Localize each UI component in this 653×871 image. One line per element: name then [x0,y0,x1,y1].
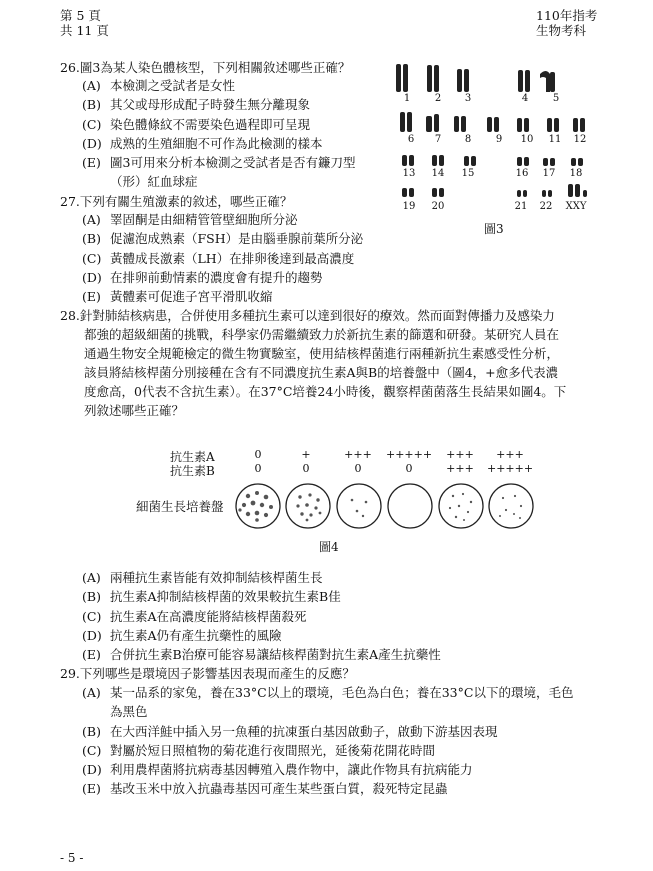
colonies-plate-6 [499,495,522,519]
chrom-label-11: 11 [548,134,562,145]
culture-plates [230,480,540,532]
chromosome-pair-17 [543,158,555,166]
q28-line-5: 度愈高，0代表不含抗生素）。在37°C培養24小時後，觀察桿菌菌落生長結果如圖4。下 [84,384,567,399]
q26-option-b: (B) 其父或母形成配子時發生無分離現象 [82,97,311,113]
q26-option-d: (D) 成熟的生殖細胞不可作為此檢測的樣本 [82,135,323,151]
plate-row-label: 細菌生長培養盤 [136,499,224,514]
chrom-label-17: 17 [542,168,556,179]
question-28-options [82,568,441,664]
chromosome-pair-11 [547,118,559,132]
question-26-options [82,76,355,192]
question-27-stem: 27.下列有關生殖激素的敘述，哪些正確？ [60,194,293,209]
question-28-stem [60,306,640,420]
footer-page-number: - 5 - [60,851,84,865]
antibiotic-a-value: 0 [254,448,262,461]
chrom-label-3: 3 [464,93,472,104]
question-26-stem: 26.圖3為某人染色體核型，下列相關敘述哪些正確？ [60,60,351,75]
culture-plate-6 [489,484,533,528]
antibiotic-b-value: 0 [354,462,362,475]
chrom-label-19: 19 [402,201,416,212]
chrom-label-22: 22 [539,201,553,212]
chrom-label-13: 13 [402,168,416,179]
q28-line-1: 28.針對肺結核病患，合併使用多種抗生素可以達到很好的療效。然而面對傳播力及感染力 [60,308,555,323]
chromosome-pair-14 [432,155,444,166]
chromosome-pair-13 [402,155,414,166]
antibiotic-a-value: + [301,448,311,461]
q28-option-e: (E) 合併抗生素B治療可能容易讓結核桿菌對抗生素A產生抗藥性 [82,647,441,663]
chrom-label-12: 12 [573,134,587,145]
page-number-label: 第 5 頁 [60,8,101,23]
chrom-label-2: 2 [434,93,442,104]
culture-plate-3 [337,484,381,528]
q27-option-d: (D) 在排卵前動情素的濃度會有提升的趨勢 [82,269,323,285]
chrom-label-8: 8 [464,134,472,145]
chrom-label-xxy: XXY [565,201,587,212]
exam-label: 110年指考 [536,8,598,23]
sex-chromosomes-xxy [568,184,587,197]
chrom-label-18: 18 [569,168,583,179]
chromosome-pair-16 [517,157,529,166]
colonies-plate-2 [296,493,321,521]
antibiotic-a-label: 抗生素A [170,450,215,464]
q27-option-b: (B) 促濾泡成熟素（FSH）是由腦垂腺前葉所分泌 [82,231,364,247]
q28-line-6: 列敘述哪些正確？ [84,403,185,418]
q28-option-b: (B) 抗生素A抑制結核桿菌的效果較抗生素B佳 [82,589,341,605]
total-pages-label: 共 11 頁 [60,23,109,38]
chromosome-pair-3 [457,69,469,92]
chromosome-pair-20 [432,188,444,197]
q28-option-d: (D) 抗生素A仍有產生抗藥性的風險 [82,627,282,643]
antibiotic-b-value: 0 [254,462,262,475]
chrom-label-20: 20 [431,201,445,212]
figure-4-caption: 圖4 [319,540,339,554]
colonies-plate-1 [238,491,273,522]
q26-option-c: (C) 染色體條紋不需要染色過程即可呈現 [82,116,311,132]
q26-option-a: (A) 本檢測之受試者是女性 [82,78,236,93]
q29-option-c: (C) 對屬於短日照植物的菊花進行夜間照光，延後菊花開花時間 [82,742,436,758]
antibiotic-b-value: 0 [405,462,413,475]
chromosome-pair-4 [518,70,530,92]
antibiotic-b-value: +++ [446,462,474,475]
culture-plate-4 [388,484,432,528]
q29-option-b: (B) 在大西洋鮭中插入另一魚種的抗凍蛋白基因啟動子，啟動下游基因表現 [82,723,498,739]
q29-option-a-cont: 為黑色 [110,704,148,720]
q28-line-3: 通過生物安全規範檢定的微生物實驗室，使用結核桿菌進行兩種新抗生素感受性分析， [84,346,560,361]
chromosome-pair-8 [454,116,466,132]
antibiotic-b-label: 抗生素B [170,464,215,478]
q28-line-4: 該員將結核桿菌分別接種在含有不同濃度抗生素A與B的培養盤中（圖4，+愈多代表濃 [84,365,559,380]
chrom-label-6: 6 [407,134,415,145]
antibiotic-a-value: +++++ [386,448,433,461]
q26-option-e: (E) 圖3可用來分析本檢測之受試者是否有鐮刀型 [82,155,356,171]
q27-option-e: (E) 黃體素可促進子宮平滑肌收縮 [82,289,273,305]
q27-option-a: (A) 睪固酮是由細精管管壁細胞所分泌 [82,212,298,227]
chromosome-pair-21 [517,190,527,197]
chrom-label-14: 14 [431,168,445,179]
colonies-plate-5 [449,493,472,521]
antibiotic-a-value: +++ [344,448,372,461]
antibiotic-b-value: 0 [302,462,310,475]
q29-option-d: (D) 利用農桿菌將抗病毒基因轉殖入農作物中，讓此作物具有抗病能力 [82,762,473,778]
chrom-label-4: 4 [521,93,529,104]
chrom-label-7: 7 [434,134,442,145]
chromosome-pair-1 [396,64,408,92]
q28-option-c: (C) 抗生素A在高濃度能將結核桿菌殺死 [82,608,307,624]
chromosome-pair-15 [464,156,476,166]
q27-option-c: (C) 黃體成長激素（LH）在排卵後達到最高濃度 [82,250,355,266]
chrom-label-21: 21 [514,201,528,212]
chrom-label-16: 16 [515,168,529,179]
chrom-label-5: 5 [552,93,560,104]
chrom-label-10: 10 [520,134,534,145]
q29-option-a: (A) 某一品系的家兔，養在33°C以上的環境，毛色為白色；養在33°C以下的環境，毛色 [82,685,574,700]
chrom-label-15: 15 [461,168,475,179]
chromosome-pair-18 [571,158,583,166]
chrom-label-1: 1 [403,93,411,104]
antibiotic-a-value: +++ [496,448,524,461]
question-29-options [82,683,573,799]
chrom-label-9: 9 [495,134,503,145]
chromosome-pair-9 [487,117,499,132]
colonies-plate-3 [351,499,368,518]
chromosome-pair-12 [573,118,585,132]
antibiotic-b-value: +++++ [487,462,534,475]
question-27-options [82,210,363,306]
chromosome-pair-6 [400,112,412,132]
antibiotic-a-value: +++ [446,448,474,461]
q29-option-e: (E) 基改玉米中放入抗蟲毒基因可產生某些蛋白質，殺死特定昆蟲 [82,781,448,797]
chromosome-pair-2 [427,65,439,92]
figure-3-caption: 圖3 [484,222,504,236]
culture-plate-5 [439,484,483,528]
subject-label: 生物考科 [536,23,587,38]
q26-option-e-cont: （形）紅血球症 [110,174,198,190]
chromosome-pair-5 [540,71,555,92]
question-29-stem: 29.下列哪些是環境因子影響基因表現而產生的反應？ [60,666,355,681]
chromosome-pair-7 [426,114,439,132]
q28-option-a: (A) 兩種抗生素皆能有效抑制結核桿菌生長 [82,570,323,585]
chromosome-pair-10 [517,118,529,132]
q28-line-2: 都強的超級細菌的挑戰，科學家仍需繼續致力於新抗生素的篩選和研發。某研究人員在 [84,327,560,342]
chromosome-pair-22 [542,190,552,197]
chromosome-pair-19 [402,188,414,197]
